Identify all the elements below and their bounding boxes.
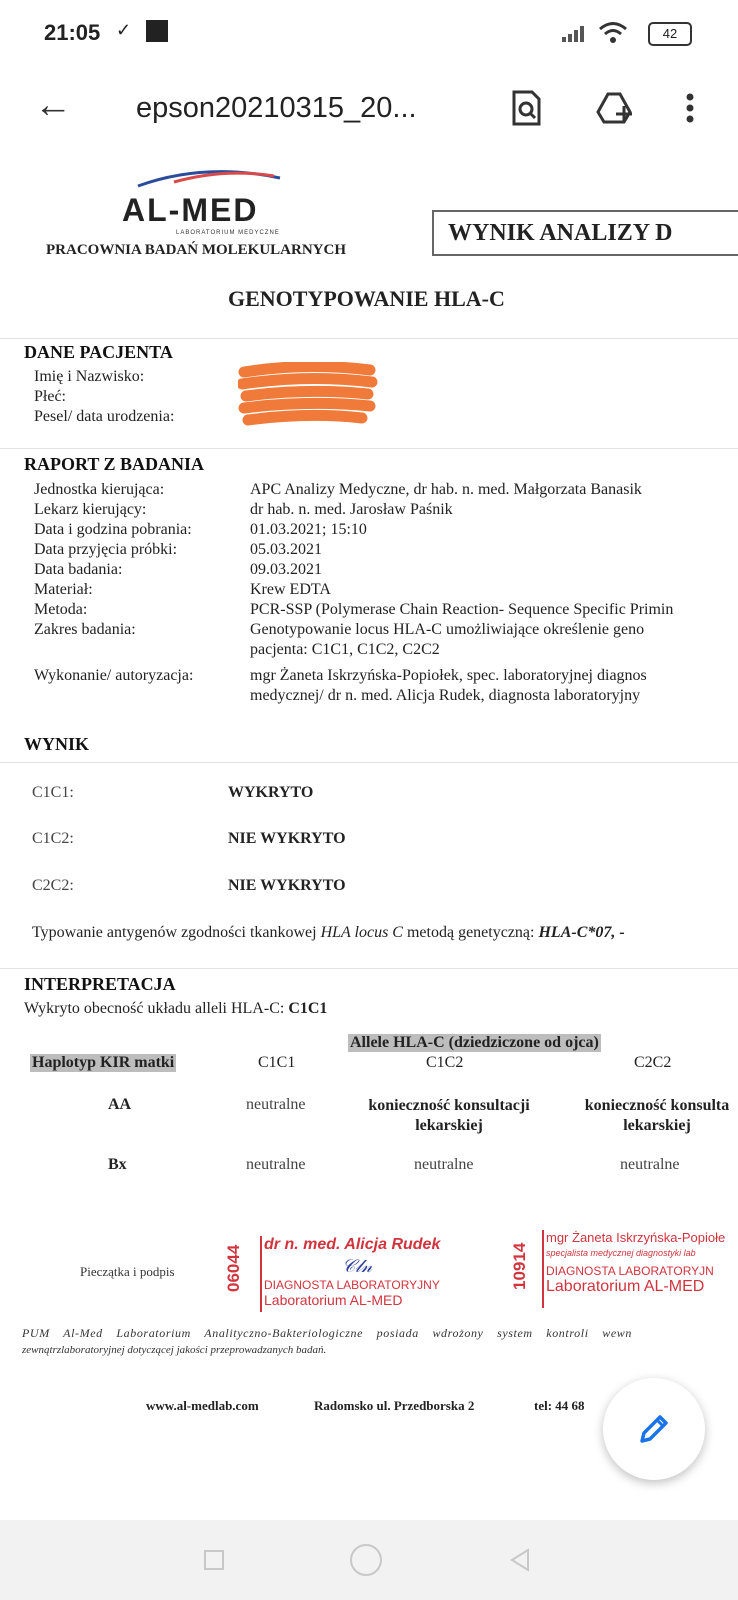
- table-cell: neutralne: [246, 1156, 306, 1173]
- status-bar: [0, 0, 738, 64]
- check-icon: ✓: [116, 20, 132, 40]
- logo-tagline: LABORATORIUM MEDYCZNE: [176, 230, 280, 236]
- report-value: dr hab. n. med. Jarosław Paśnik: [250, 501, 453, 518]
- table-cell: neutralne: [414, 1156, 474, 1173]
- table-row-label: AA: [108, 1096, 132, 1113]
- interpretation-heading: INTERPRETACJA: [24, 974, 176, 994]
- footer-note-line2: zewnątrzlaboratoryjnej dotyczącej jakości przeprowadzanych badań.: [22, 1344, 327, 1356]
- divider: [0, 762, 738, 763]
- table-cell: konieczność konsultacji lekarskiej: [368, 1097, 530, 1134]
- report-value: APC Analizy Medyczne, dr hab. n. med. Małgorzata Banasik: [250, 481, 642, 498]
- footer-note-line1: PUM Al-Med Laboratorium Analityczno-Bakteriologiczne posiada wdrożony system kontroli wewn: [22, 1326, 632, 1340]
- report-value: 09.03.2021: [250, 561, 322, 578]
- interpretation-value: C1C1: [288, 1000, 328, 1017]
- battery-icon: [648, 22, 692, 46]
- back-nav-icon[interactable]: [508, 1548, 532, 1572]
- footer-website: www.al-medlab.com: [146, 1398, 259, 1413]
- app-bar: [0, 64, 738, 156]
- header-box: [432, 210, 738, 256]
- footer-tel: tel: 44 68: [534, 1398, 585, 1413]
- home-icon[interactable]: [350, 1544, 382, 1576]
- typing-value: HLA-C*07, -: [538, 924, 625, 941]
- signal-icon: [562, 24, 590, 42]
- handwritten-signature: 𝒞𝓁𝓃: [342, 1256, 373, 1276]
- report-value: Krew EDTA: [250, 581, 331, 598]
- signature-label: Pieczątka i podpis: [80, 1264, 175, 1279]
- stamp-line: [542, 1230, 544, 1308]
- divider: [0, 448, 738, 449]
- table-col-header: C2C2: [634, 1054, 672, 1071]
- patient-heading: DANE PACJENTA: [24, 342, 173, 362]
- report-label: Zakres badania:: [34, 621, 136, 638]
- recents-icon[interactable]: [204, 1550, 224, 1570]
- add-to-drive-icon[interactable]: [594, 88, 634, 128]
- result-value: NIE WYKRYTO: [228, 830, 346, 847]
- report-value: mgr Żaneta Iskrzyńska-Popiołek, spec. laboratoryjnej diagnos: [250, 667, 647, 684]
- result-label: C1C2:: [32, 830, 74, 847]
- result-label: C1C1:: [32, 784, 74, 801]
- report-value-cont: medycznej/ dr n. med. Alicja Rudek, diagnosta laboratoryjny: [250, 687, 641, 704]
- patient-sex-label: Płeć:: [34, 388, 66, 405]
- patient-pesel-label: Pesel/ data urodzenia:: [34, 408, 175, 425]
- typing-locus: HLA locus C: [320, 924, 403, 941]
- document-page[interactable]: [0, 158, 738, 1520]
- back-arrow-icon[interactable]: ←: [34, 84, 72, 126]
- report-label: Lekarz kierujący:: [34, 501, 147, 518]
- report-value: 01.03.2021; 15:10: [250, 521, 367, 538]
- report-heading: RAPORT Z BADANIA: [24, 454, 205, 474]
- stamp-number: 06044: [224, 1244, 243, 1292]
- document-title: epson20210315_20...: [136, 92, 417, 124]
- redaction-scribble: [238, 362, 378, 434]
- stamp-iskrzynska: [510, 1230, 738, 1310]
- navigation-bar: [0, 1520, 738, 1600]
- report-label: Data przyjęcia próbki:: [34, 541, 178, 558]
- interpretation-text-pre: Wykryto obecność układu alleli HLA-C:: [24, 1000, 289, 1017]
- more-options-icon[interactable]: [680, 88, 700, 128]
- table-row-header: Haplotyp KIR matki: [32, 1054, 175, 1071]
- logo-name: AL-MED: [122, 192, 259, 228]
- report-label: Jednostka kierująca:: [34, 481, 165, 498]
- report-value: Genotypowanie locus HLA-C umożliwiające określenie geno: [250, 621, 645, 638]
- edit-fab-button[interactable]: [603, 1378, 705, 1480]
- stamp-spec: specjalista medycznej diagnostyki lab: [546, 1248, 696, 1258]
- patient-name-label: Imię i Nazwisko:: [34, 368, 145, 385]
- typing-sentence: [32, 924, 625, 942]
- result-value: NIE WYKRYTO: [228, 877, 346, 894]
- battery-level: 42: [662, 26, 678, 41]
- logo-swoosh-icon: [134, 168, 284, 188]
- report-value-cont: pacjenta: C1C1, C1C2, C2C2: [250, 641, 440, 658]
- result-label: C2C2:: [32, 877, 74, 894]
- lab-name: PRACOWNIA BADAŃ MOLEKULARNYCH: [46, 242, 347, 258]
- header-box-title: WYNIK ANALIZY D: [448, 220, 673, 246]
- result-value: WYKRYTO: [228, 784, 314, 801]
- pencil-icon: [634, 1409, 674, 1449]
- divider: [0, 338, 738, 339]
- wifi-icon: [598, 20, 628, 44]
- stamp-rudek: [224, 1236, 468, 1316]
- stamp-number: 10914: [510, 1242, 529, 1290]
- status-time: 21:05: [44, 20, 101, 45]
- report-label: Data badania:: [34, 561, 123, 578]
- table-col-header: C1C2: [426, 1054, 464, 1071]
- report-label: Materiał:: [34, 581, 93, 598]
- table-row-label: Bx: [108, 1156, 127, 1173]
- typing-text-mid: metodą genetyczną:: [402, 924, 539, 941]
- report-value: 05.03.2021: [250, 541, 322, 558]
- result-heading: WYNIK: [24, 734, 90, 754]
- typing-text: Typowanie antygenów zgodności tkankowej: [32, 924, 321, 941]
- stamp-lab: Laboratorium AL-MED: [264, 1292, 403, 1308]
- report-label: Wykonanie/ autoryzacja:: [34, 667, 194, 684]
- stamp-line: [260, 1236, 262, 1312]
- stamp-title: DIAGNOSTA LABORATORYJN: [546, 1264, 714, 1278]
- dll-notification-icon: [146, 20, 168, 42]
- report-label: Data i godzina pobrania:: [34, 521, 192, 538]
- stamp-lab: Laboratorium AL-MED: [546, 1278, 705, 1295]
- table-cell: konieczność konsulta lekarskiej: [584, 1097, 730, 1134]
- report-value: PCR-SSP (Polymerase Chain Reaction- Sequence Specific Primin: [250, 601, 674, 618]
- stamp-name: dr n. med. Alicja Rudek: [264, 1236, 441, 1253]
- search-in-document-icon[interactable]: [506, 88, 546, 128]
- table-cell: neutralne: [620, 1156, 680, 1173]
- table-group-header: Allele HLA-C (dziedziczone od ojca): [350, 1034, 599, 1051]
- stamp-title: DIAGNOSTA LABORATORYJNY: [264, 1278, 440, 1292]
- stamp-name: mgr Żaneta Iskrzyńska-Popiołe: [546, 1230, 726, 1245]
- document-heading: GENOTYPOWANIE HLA-C: [228, 286, 505, 311]
- interpretation-text: [24, 1000, 327, 1018]
- table-col-header: C1C1: [258, 1054, 296, 1071]
- table-cell: neutralne: [246, 1096, 306, 1113]
- report-label: Metoda:: [34, 601, 88, 618]
- footer-address: Radomsko ul. Przedborska 2: [314, 1398, 475, 1413]
- divider: [0, 968, 738, 969]
